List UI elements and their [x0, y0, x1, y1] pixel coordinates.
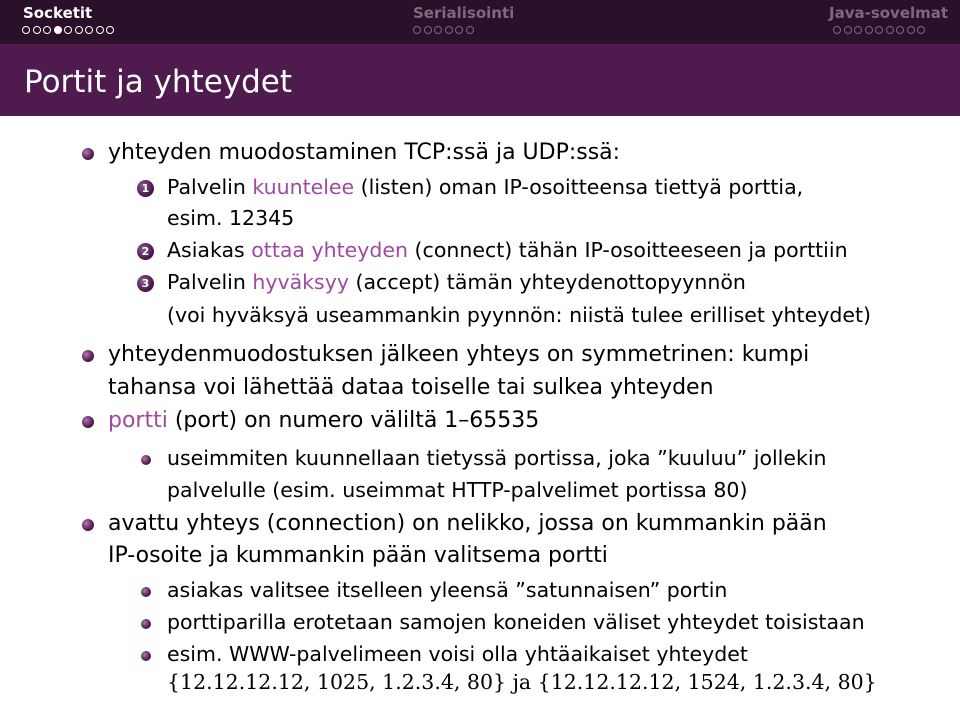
bullet-icon — [82, 350, 94, 362]
nav-dots-serialisointi — [413, 26, 474, 36]
step-1-post: (listen) oman IP-osoitteensa tiettyä porttia, — [354, 175, 804, 199]
nav-slide-dot[interactable] — [896, 26, 904, 34]
port-keyword: portti — [108, 408, 168, 433]
port-sub-line1: useimmiten kuunnellaan tietyssä portissa, joka ”kuuluu” jollekin — [167, 446, 827, 470]
nav-slide-dot[interactable] — [22, 26, 30, 34]
connection-sub-3: esim. WWW-palvelimeen voisi olla yhtäaikaiset yhteydet — [167, 642, 748, 666]
step-3-pre: Palvelin — [167, 270, 253, 294]
step-3-text — [167, 270, 746, 294]
nav-section-socketit[interactable]: Socketit — [23, 4, 93, 22]
bullet-symmetric-line1: yhteydenmuodostuksen jälkeen yhteys on symmetrinen: kumpi — [108, 342, 810, 367]
sub-bullet-icon — [141, 587, 151, 597]
slide-body — [0, 116, 960, 701]
nav-slide-dot[interactable] — [917, 26, 925, 34]
nav-slide-dot[interactable] — [106, 26, 114, 34]
section-navigation-bar — [0, 0, 960, 44]
connection-sub-2: porttiparilla erotetaan samojen koneiden väliset yhteydet toisistaan — [167, 610, 865, 634]
step-1-pre: Palvelin — [167, 175, 253, 199]
nav-slide-dot[interactable] — [445, 26, 453, 34]
nav-dots-socketit — [22, 26, 114, 36]
step-3-continuation: (voi hyväksyä useammankin pyynnön: niistä tulee erilliset yhteydet) — [167, 303, 871, 327]
bullet-icon — [82, 148, 94, 160]
step-2-text — [167, 238, 848, 262]
nav-slide-dot[interactable] — [33, 26, 41, 34]
nav-slide-dot[interactable] — [844, 26, 852, 34]
bullet-port-range — [108, 408, 539, 433]
sub-bullet-icon — [141, 651, 151, 661]
nav-slide-dot[interactable] — [413, 26, 421, 34]
step-1-continuation: esim. 12345 — [167, 206, 295, 230]
connection-sub-1: asiakas valitsee itselleen yleensä ”satunnaisen” portin — [167, 578, 728, 602]
step-number-1-icon: 1 — [137, 180, 154, 197]
nav-slide-dot[interactable] — [833, 26, 841, 34]
bullet-connection-line1: avattu yhteys (connection) on nelikko, jossa on kummankin pään — [108, 511, 827, 536]
bullet-icon — [82, 519, 94, 531]
step-2-post: (connect) tähän IP-osoitteeseen ja porttiin — [408, 238, 848, 262]
step-2-keyword: ottaa yhteyden — [251, 238, 409, 262]
step-2-pre: Asiakas — [167, 238, 252, 262]
nav-section-serialisointi[interactable]: Serialisointi — [413, 4, 515, 22]
nav-slide-dot[interactable] — [85, 26, 93, 34]
step-1-keyword: kuuntelee — [252, 175, 355, 199]
nav-section-java-sovelmat[interactable]: Java-sovelmat — [829, 4, 949, 22]
step-number-3-icon: 3 — [137, 275, 154, 292]
port-sub-line2: palvelulle (esim. useimmat HTTP-palvelimet portissa 80) — [167, 478, 748, 502]
bullet-icon — [82, 416, 94, 428]
bullet-connection-setup: yhteyden muodostaminen TCP:ssä ja UDP:ssä: — [108, 140, 621, 165]
nav-slide-dot[interactable] — [886, 26, 894, 34]
nav-slide-dot[interactable] — [466, 26, 474, 34]
nav-dots-java-sovelmat — [833, 26, 925, 36]
connection-example-tuples: {12.12.12.12, 1025, 1.2.3.4, 80} ja {12.12.12.12, 1524, 1.2.3.4, 80} — [167, 670, 877, 694]
nav-slide-dot[interactable] — [907, 26, 915, 34]
nav-slide-dot[interactable] — [75, 26, 83, 34]
port-range-text: (port) on numero väliltä 1–65535 — [167, 408, 540, 433]
nav-slide-dot[interactable] — [43, 26, 51, 34]
nav-slide-dot[interactable] — [96, 26, 104, 34]
slide-title: Portit ja yhteydet — [24, 64, 293, 100]
bullet-connection-line2: IP-osoite ja kummankin pään valitsema portti — [108, 543, 608, 568]
step-3-keyword: hyväksyy — [252, 270, 349, 294]
bullet-symmetric-line2: tahansa voi lähettää dataa toiselle tai sulkea yhteyden — [108, 375, 714, 400]
sub-bullet-icon — [141, 619, 151, 629]
nav-slide-dot[interactable] — [455, 26, 463, 34]
step-1-text — [167, 175, 803, 199]
nav-slide-dot[interactable] — [854, 26, 862, 34]
step-number-2-icon: 2 — [137, 243, 154, 260]
nav-slide-dot[interactable] — [424, 26, 432, 34]
step-3-post: (accept) tämän yhteydenottopyynnön — [348, 270, 746, 294]
nav-slide-dot[interactable] — [64, 26, 72, 34]
nav-slide-dot-current[interactable] — [54, 26, 62, 34]
sub-bullet-icon — [141, 455, 151, 465]
slide-title-bar — [0, 44, 960, 116]
nav-slide-dot[interactable] — [875, 26, 883, 34]
nav-slide-dot[interactable] — [865, 26, 873, 34]
nav-slide-dot[interactable] — [434, 26, 442, 34]
